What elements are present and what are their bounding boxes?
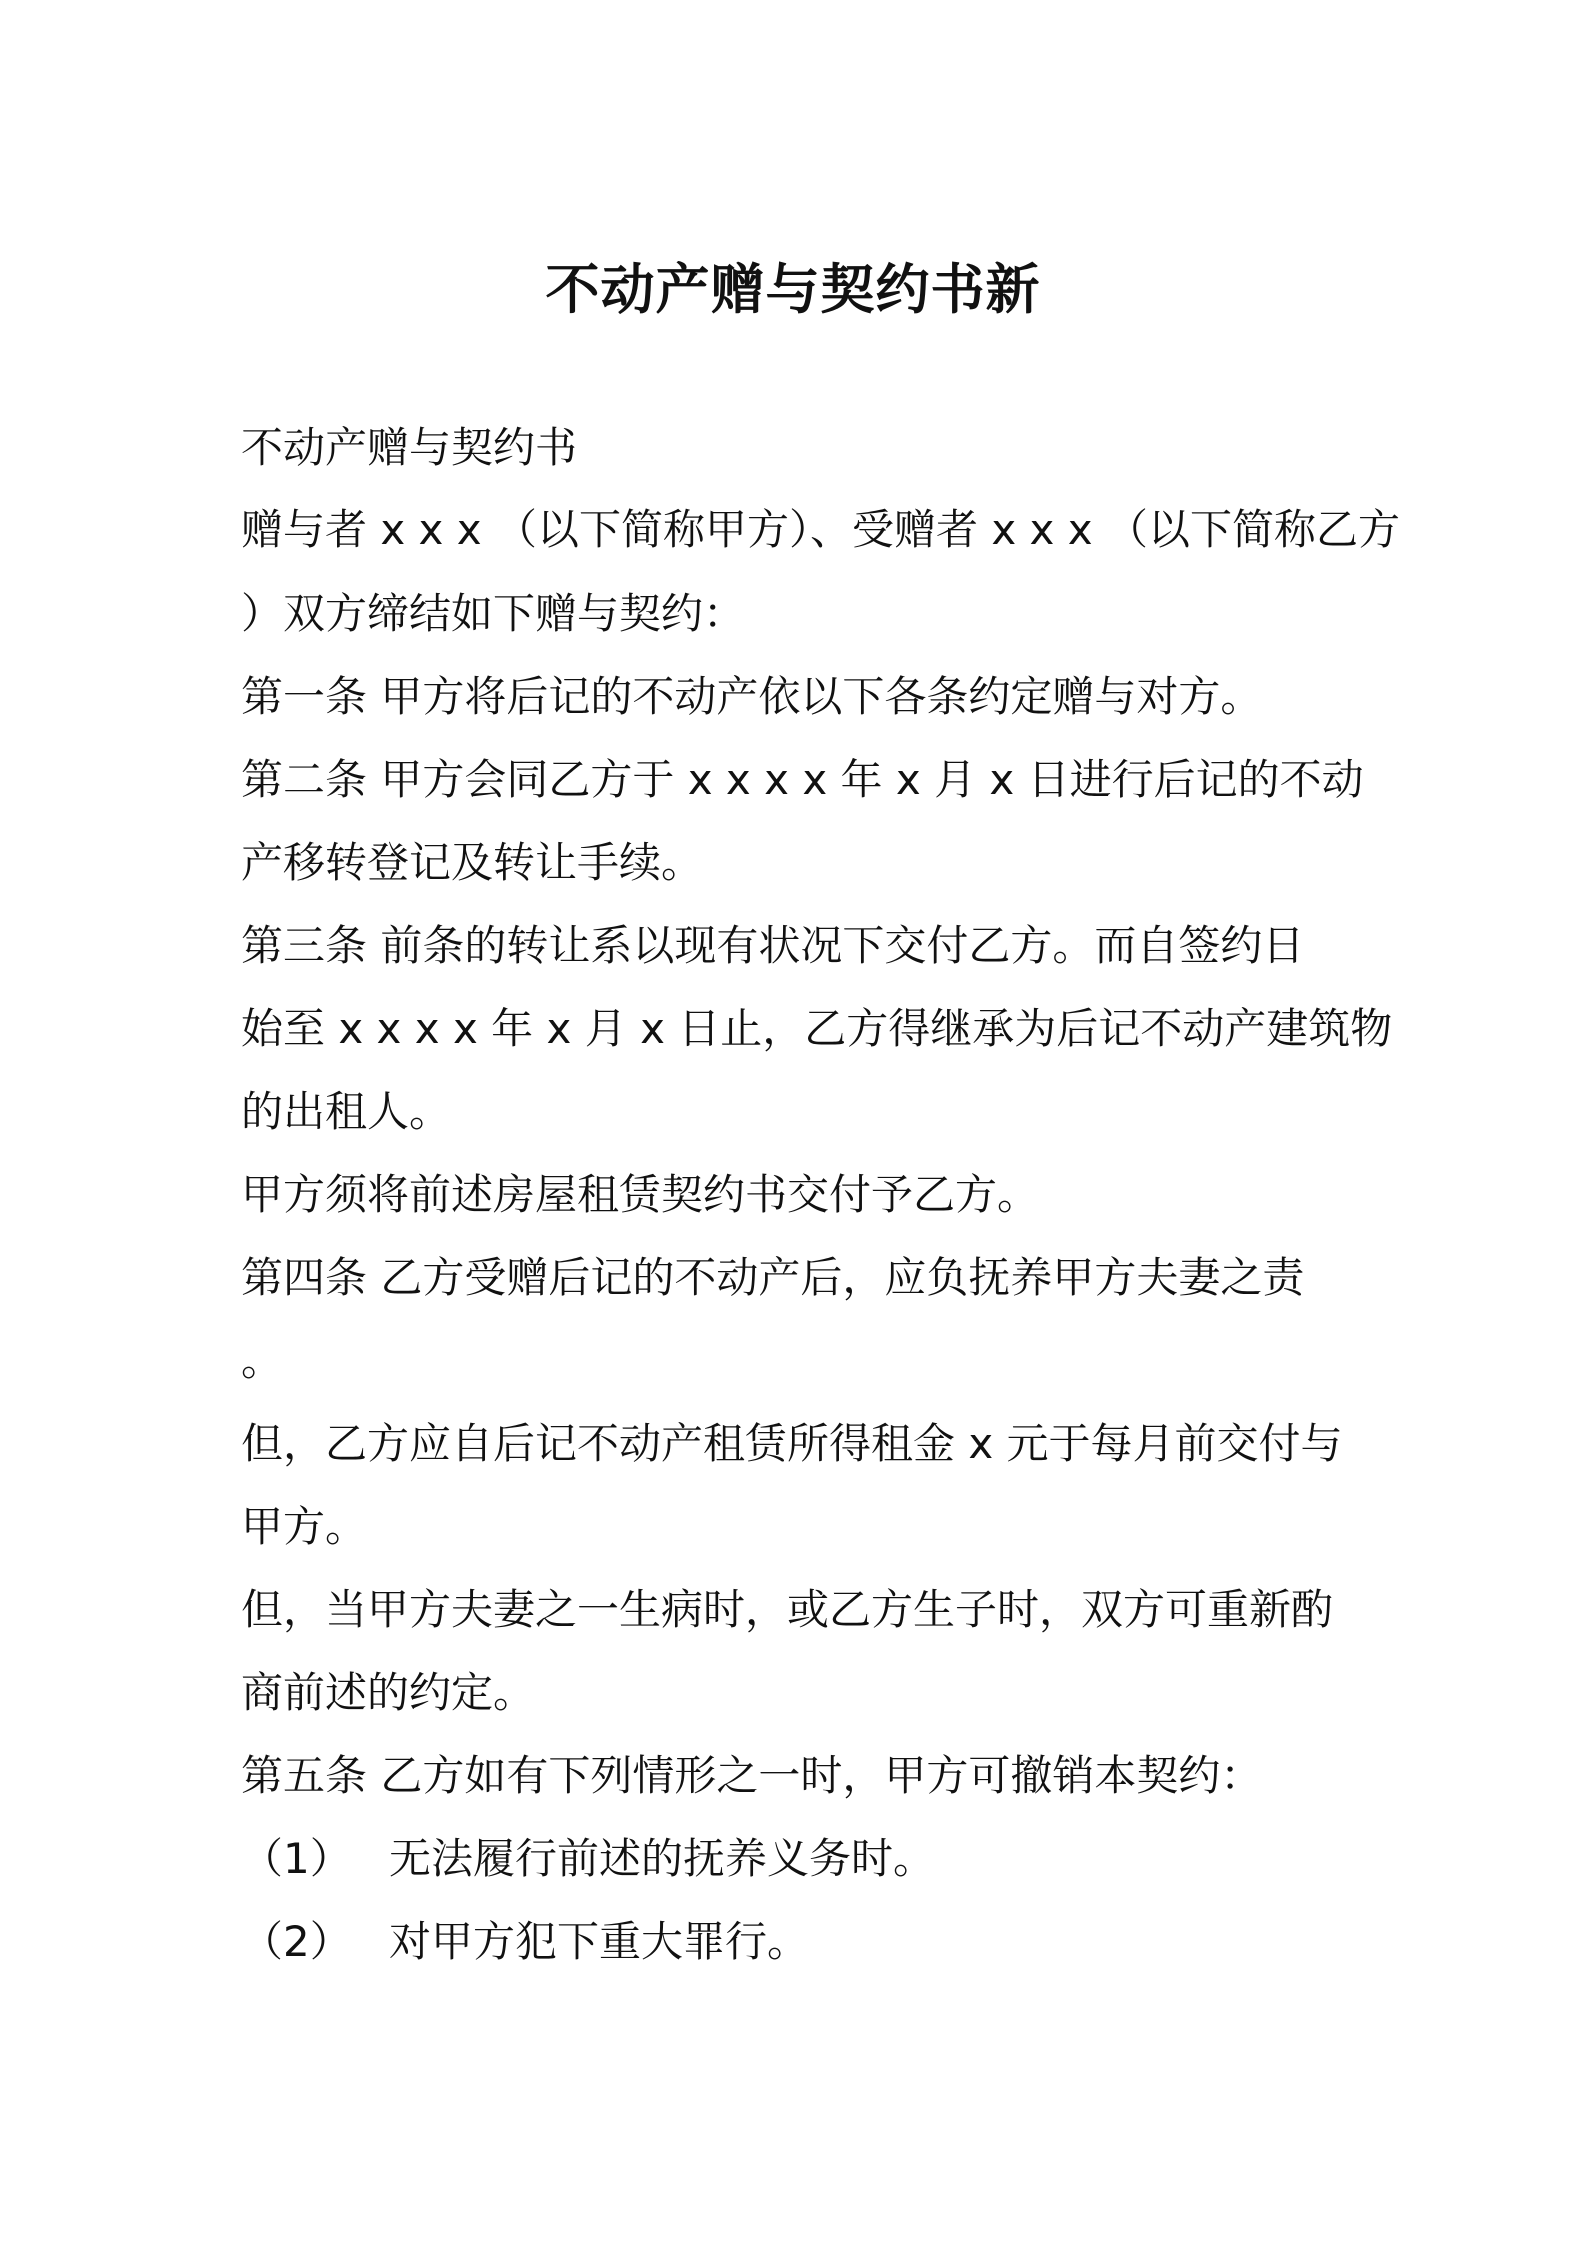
body-line-5: 第二条 甲方会同乙方于 x x x x 年 x 月 x 日进行后记的不动 bbox=[241, 755, 1364, 804]
list-item-text: 对甲方犯下重大罪行。 bbox=[389, 1917, 810, 1966]
body-line-10: 甲方须将前述房屋租赁契约书交付予乙方。 bbox=[241, 1170, 1040, 1219]
list-item-text: 无法履行前述的抚养义务时。 bbox=[389, 1834, 936, 1883]
body-line-11: 第四条 乙方受赠后记的不动产后，应负抚养甲方夫妻之责 bbox=[241, 1253, 1305, 1302]
body-line-4: 第一条 甲方将后记的不动产依以下各条约定赠与对方。 bbox=[241, 672, 1263, 721]
body-line-14: 甲方。 bbox=[241, 1502, 368, 1551]
body-line-12: 。 bbox=[241, 1336, 284, 1385]
list-item-number: （2） bbox=[241, 1917, 352, 1966]
body-line-15: 但，当甲方夫妻之一生病时，或乙方生子时，双方可重新酌 bbox=[241, 1585, 1334, 1634]
body-line-17: 第五条 乙方如有下列情形之一时，甲方可撤销本契约： bbox=[241, 1751, 1263, 1800]
list-item bbox=[241, 1829, 935, 1889]
document-title: 不动产赠与契约书新 bbox=[545, 258, 1041, 321]
body-line-16: 商前述的约定。 bbox=[241, 1668, 536, 1717]
body-line-2: 赠与者 x x x （以下简称甲方）、受赠者 x x x （以下简称乙方 bbox=[241, 505, 1400, 554]
body-line-1: 不动产赠与契约书 bbox=[241, 423, 578, 472]
body-line-6: 产移转登记及转让手续。 bbox=[241, 838, 704, 887]
body-line-7: 第三条 前条的转让系以现有状况下交付乙方。而自签约日 bbox=[241, 921, 1305, 970]
list-item-number: （1） bbox=[241, 1834, 352, 1883]
body-line-13: 但，乙方应自后记不动产租赁所得租金 x 元于每月前交付与 bbox=[241, 1419, 1343, 1468]
body-line-9: 的出租人。 bbox=[241, 1087, 452, 1136]
body-line-8: 始至 x x x x 年 x 月 x 日止，乙方得继承为后记不动产建筑物 bbox=[241, 1004, 1393, 1053]
body-line-3: ）双方缔结如下赠与契约： bbox=[241, 589, 746, 638]
list-item bbox=[241, 1912, 809, 1972]
